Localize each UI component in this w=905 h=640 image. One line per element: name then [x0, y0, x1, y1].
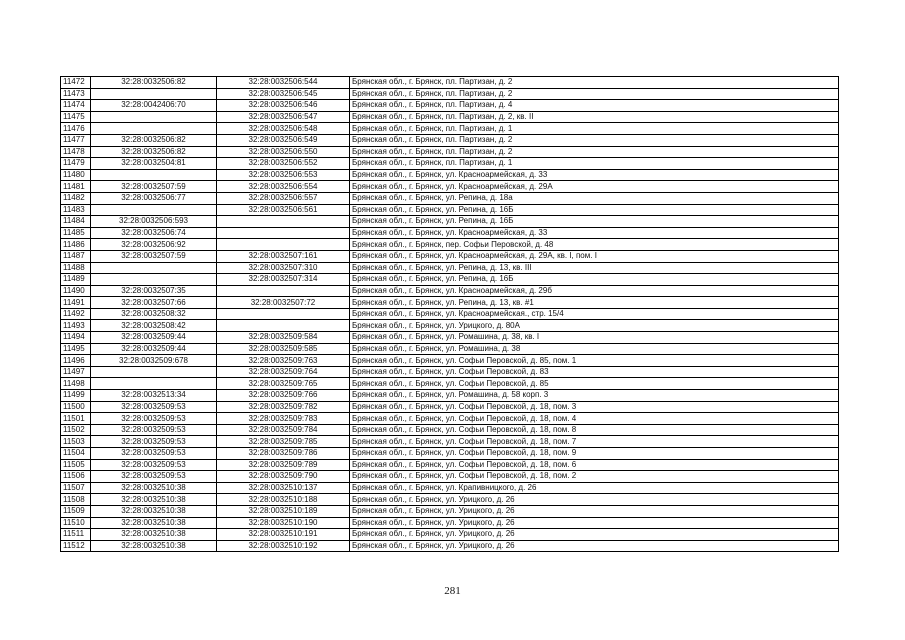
row-number-cell: 11485 [61, 227, 91, 239]
row-number-cell: 11512 [61, 540, 91, 552]
address-cell: Брянская обл., г. Брянск, ул. Софьи Перовской, д. 18, пом. 7 [350, 436, 839, 448]
parcel-cadastral-number-cell: 32:28:0032509:678 [91, 355, 217, 367]
table-row [61, 111, 839, 123]
object-cadastral-number-cell: 32:28:0032509:782 [217, 401, 350, 413]
parcel-cadastral-number-cell: 32:28:0032507:35 [91, 285, 217, 297]
address-cell: Брянская обл., г. Брянск, ул. Репина, д. 13, кв. III [350, 262, 839, 274]
address-cell: Брянская обл., г. Брянск, ул. Софьи Перовской, д. 18, пом. 3 [350, 401, 839, 413]
address-cell: Брянская обл., г. Брянск, пл. Партизан, д. 1 [350, 123, 839, 135]
row-number-cell: 11473 [61, 88, 91, 100]
table-row [61, 88, 839, 100]
object-cadastral-number-cell: 32:28:0032506:553 [217, 169, 350, 181]
parcel-cadastral-number-cell: 32:28:0032513:34 [91, 390, 217, 402]
table-row [61, 181, 839, 193]
object-cadastral-number-cell: 32:28:0032509:785 [217, 436, 350, 448]
row-number-cell: 11510 [61, 517, 91, 529]
object-cadastral-number-cell: 32:28:0032506:544 [217, 77, 350, 89]
parcel-cadastral-number-cell: 32:28:0032509:53 [91, 436, 217, 448]
table-row [61, 482, 839, 494]
row-number-cell: 11504 [61, 448, 91, 460]
object-cadastral-number-cell: 32:28:0032506:545 [217, 88, 350, 100]
row-number-cell: 11492 [61, 308, 91, 320]
table-row [61, 355, 839, 367]
row-number-cell: 11507 [61, 482, 91, 494]
parcel-cadastral-number-cell: 32:28:0032506:74 [91, 227, 217, 239]
table-row [61, 192, 839, 204]
table-row [61, 123, 839, 135]
parcel-cadastral-number-cell: 32:28:0032509:53 [91, 459, 217, 471]
table-row [61, 169, 839, 181]
parcel-cadastral-number-cell: 32:28:0032506:77 [91, 192, 217, 204]
table-row [61, 413, 839, 425]
parcel-cadastral-number-cell: 32:28:0032510:38 [91, 505, 217, 517]
table-row [61, 424, 839, 436]
object-cadastral-number-cell: 32:28:0032507:72 [217, 297, 350, 309]
address-cell: Брянская обл., г. Брянск, ул. Урицкого, д. 26 [350, 529, 839, 541]
parcel-cadastral-number-cell [91, 366, 217, 378]
parcel-cadastral-number-cell: 32:28:0032506:82 [91, 134, 217, 146]
object-cadastral-number-cell [217, 308, 350, 320]
table-row [61, 366, 839, 378]
row-number-cell: 11502 [61, 424, 91, 436]
parcel-cadastral-number-cell: 32:28:0032510:38 [91, 482, 217, 494]
object-cadastral-number-cell: 32:28:0032510:190 [217, 517, 350, 529]
object-cadastral-number-cell [217, 216, 350, 228]
parcel-cadastral-number-cell: 32:28:0032506:593 [91, 216, 217, 228]
table-row [61, 308, 839, 320]
address-cell: Брянская обл., г. Брянск, ул. Красноармейская, д. 29А, кв. I, пом. I [350, 250, 839, 262]
parcel-cadastral-number-cell: 32:28:0032507:59 [91, 250, 217, 262]
address-cell: Брянская обл., г. Брянск, ул. Урицкого, д. 80А [350, 320, 839, 332]
table-row [61, 134, 839, 146]
parcel-cadastral-number-cell: 32:28:0032506:82 [91, 77, 217, 89]
address-cell: Брянская обл., г. Брянск, ул. Урицкого, д. 26 [350, 505, 839, 517]
table-row [61, 401, 839, 413]
parcel-cadastral-number-cell: 32:28:0032509:44 [91, 332, 217, 344]
row-number-cell: 11508 [61, 494, 91, 506]
address-cell: Брянская обл., г. Брянск, ул. Репина, д. 16Б [350, 204, 839, 216]
table-row [61, 274, 839, 286]
registry-table [60, 76, 839, 552]
table-row [61, 494, 839, 506]
address-cell: Брянская обл., г. Брянск, ул. Репина, д. 16Б [350, 216, 839, 228]
object-cadastral-number-cell: 32:28:0032509:763 [217, 355, 350, 367]
object-cadastral-number-cell [217, 285, 350, 297]
object-cadastral-number-cell: 32:28:0032509:783 [217, 413, 350, 425]
row-number-cell: 11487 [61, 250, 91, 262]
table-row [61, 436, 839, 448]
registry-table-body [61, 77, 839, 552]
table-row [61, 505, 839, 517]
table-row [61, 378, 839, 390]
row-number-cell: 11503 [61, 436, 91, 448]
row-number-cell: 11472 [61, 77, 91, 89]
table-row [61, 297, 839, 309]
address-cell: Брянская обл., г. Брянск, ул. Репина, д. 13, кв. #1 [350, 297, 839, 309]
row-number-cell: 11486 [61, 239, 91, 251]
table-row [61, 216, 839, 228]
row-number-cell: 11506 [61, 471, 91, 483]
row-number-cell: 11484 [61, 216, 91, 228]
row-number-cell: 11509 [61, 505, 91, 517]
object-cadastral-number-cell: 32:28:0032510:188 [217, 494, 350, 506]
table-row [61, 332, 839, 344]
parcel-cadastral-number-cell: 32:28:0032509:53 [91, 448, 217, 460]
address-cell: Брянская обл., г. Брянск, ул. Красноармейская, д. 29А [350, 181, 839, 193]
row-number-cell: 11494 [61, 332, 91, 344]
parcel-cadastral-number-cell [91, 111, 217, 123]
object-cadastral-number-cell: 32:28:0032509:789 [217, 459, 350, 471]
row-number-cell: 11474 [61, 100, 91, 112]
parcel-cadastral-number-cell [91, 123, 217, 135]
address-cell: Брянская обл., г. Брянск, пл. Партизан, д. 2 [350, 146, 839, 158]
parcel-cadastral-number-cell: 32:28:0032510:38 [91, 529, 217, 541]
parcel-cadastral-number-cell: 32:28:0032507:66 [91, 297, 217, 309]
object-cadastral-number-cell [217, 227, 350, 239]
object-cadastral-number-cell: 32:28:0032509:766 [217, 390, 350, 402]
parcel-cadastral-number-cell: 32:28:0032508:42 [91, 320, 217, 332]
table-row [61, 320, 839, 332]
object-cadastral-number-cell: 32:28:0032507:161 [217, 250, 350, 262]
table-row [61, 250, 839, 262]
address-cell: Брянская обл., г. Брянск, ул. Красноармейская, д. 29б [350, 285, 839, 297]
address-cell: Брянская обл., г. Брянск, ул. Красноармейская, д. 33 [350, 169, 839, 181]
object-cadastral-number-cell [217, 320, 350, 332]
row-number-cell: 11491 [61, 297, 91, 309]
table-row [61, 517, 839, 529]
address-cell: Брянская обл., г. Брянск, ул. Урицкого, д. 26 [350, 494, 839, 506]
parcel-cadastral-number-cell: 32:28:0032510:38 [91, 517, 217, 529]
object-cadastral-number-cell: 32:28:0032507:310 [217, 262, 350, 274]
address-cell: Брянская обл., г. Брянск, ул. Софьи Перовской, д. 18, пом. 4 [350, 413, 839, 425]
object-cadastral-number-cell: 32:28:0032510:137 [217, 482, 350, 494]
row-number-cell: 11495 [61, 343, 91, 355]
row-number-cell: 11480 [61, 169, 91, 181]
row-number-cell: 11475 [61, 111, 91, 123]
table-row [61, 390, 839, 402]
row-number-cell: 11496 [61, 355, 91, 367]
address-cell: Брянская обл., г. Брянск, пер. Софьи Перовской, д. 48 [350, 239, 839, 251]
parcel-cadastral-number-cell [91, 204, 217, 216]
address-cell: Брянская обл., г. Брянск, пл. Партизан, д. 2 [350, 77, 839, 89]
object-cadastral-number-cell: 32:28:0032506:548 [217, 123, 350, 135]
address-cell: Брянская обл., г. Брянск, ул. Софьи Перовской, д. 85 [350, 378, 839, 390]
parcel-cadastral-number-cell: 32:28:0032509:53 [91, 401, 217, 413]
address-cell: Брянская обл., г. Брянск, ул. Софьи Перовской, д. 18, пом. 2 [350, 471, 839, 483]
parcel-cadastral-number-cell: 32:28:0032506:92 [91, 239, 217, 251]
row-number-cell: 11500 [61, 401, 91, 413]
parcel-cadastral-number-cell: 32:28:0032510:38 [91, 540, 217, 552]
address-cell: Брянская обл., г. Брянск, ул. Репина, д. 16Б [350, 274, 839, 286]
table-row [61, 77, 839, 89]
row-number-cell: 11499 [61, 390, 91, 402]
address-cell: Брянская обл., г. Брянск, ул. Софьи Перовской, д. 18, пом. 8 [350, 424, 839, 436]
row-number-cell: 11481 [61, 181, 91, 193]
parcel-cadastral-number-cell: 32:28:0032506:82 [91, 146, 217, 158]
table-row [61, 204, 839, 216]
address-cell: Брянская обл., г. Брянск, ул. Крапивницкого, д. 26 [350, 482, 839, 494]
address-cell: Брянская обл., г. Брянск, ул. Красноармейская., стр. 15/4 [350, 308, 839, 320]
parcel-cadastral-number-cell [91, 88, 217, 100]
table-row [61, 239, 839, 251]
table-row [61, 227, 839, 239]
parcel-cadastral-number-cell: 32:28:0032509:44 [91, 343, 217, 355]
table-row [61, 158, 839, 170]
table-row [61, 285, 839, 297]
parcel-cadastral-number-cell: 32:28:0032507:59 [91, 181, 217, 193]
address-cell: Брянская обл., г. Брянск, ул. Софьи Перовской, д. 83 [350, 366, 839, 378]
address-cell: Брянская обл., г. Брянск, пл. Партизан, д. 4 [350, 100, 839, 112]
parcel-cadastral-number-cell: 32:28:0032509:53 [91, 471, 217, 483]
address-cell: Брянская обл., г. Брянск, ул. Ромашина, д. 58 корп. 3 [350, 390, 839, 402]
object-cadastral-number-cell: 32:28:0032509:765 [217, 378, 350, 390]
parcel-cadastral-number-cell: 32:28:0042406:70 [91, 100, 217, 112]
object-cadastral-number-cell: 32:28:0032510:191 [217, 529, 350, 541]
parcel-cadastral-number-cell: 32:28:0032504:81 [91, 158, 217, 170]
address-cell: Брянская обл., г. Брянск, пл. Партизан, д. 2 [350, 88, 839, 100]
row-number-cell: 11479 [61, 158, 91, 170]
parcel-cadastral-number-cell [91, 262, 217, 274]
row-number-cell: 11493 [61, 320, 91, 332]
object-cadastral-number-cell: 32:28:0032506:547 [217, 111, 350, 123]
object-cadastral-number-cell: 32:28:0032509:764 [217, 366, 350, 378]
address-cell: Брянская обл., г. Брянск, ул. Ромашина, д. 38, кв. I [350, 332, 839, 344]
object-cadastral-number-cell [217, 239, 350, 251]
table-row [61, 540, 839, 552]
page-number: 281 [444, 585, 461, 597]
object-cadastral-number-cell: 32:28:0032506:546 [217, 100, 350, 112]
object-cadastral-number-cell: 32:28:0032509:790 [217, 471, 350, 483]
object-cadastral-number-cell: 32:28:0032509:786 [217, 448, 350, 460]
object-cadastral-number-cell: 32:28:0032506:550 [217, 146, 350, 158]
table-row [61, 471, 839, 483]
row-number-cell: 11497 [61, 366, 91, 378]
table-row [61, 529, 839, 541]
row-number-cell: 11476 [61, 123, 91, 135]
address-cell: Брянская обл., г. Брянск, пл. Партизан, д. 2, кв. II [350, 111, 839, 123]
row-number-cell: 11490 [61, 285, 91, 297]
address-cell: Брянская обл., г. Брянск, ул. Репина, д. 18а [350, 192, 839, 204]
address-cell: Брянская обл., г. Брянск, ул. Урицкого, д. 26 [350, 517, 839, 529]
address-cell: Брянская обл., г. Брянск, ул. Софьи Перовской, д. 85, пом. 1 [350, 355, 839, 367]
address-cell: Брянская обл., г. Брянск, ул. Красноармейская, д. 33 [350, 227, 839, 239]
row-number-cell: 11505 [61, 459, 91, 471]
object-cadastral-number-cell: 32:28:0032506:549 [217, 134, 350, 146]
row-number-cell: 11498 [61, 378, 91, 390]
table-row [61, 146, 839, 158]
address-cell: Брянская обл., г. Брянск, пл. Партизан, д. 2 [350, 134, 839, 146]
parcel-cadastral-number-cell [91, 274, 217, 286]
address-cell: Брянская обл., г. Брянск, ул. Софьи Перовской, д. 18, пом. 9 [350, 448, 839, 460]
row-number-cell: 11482 [61, 192, 91, 204]
row-number-cell: 11483 [61, 204, 91, 216]
row-number-cell: 11488 [61, 262, 91, 274]
parcel-cadastral-number-cell: 32:28:0032509:53 [91, 413, 217, 425]
address-cell: Брянская обл., г. Брянск, ул. Урицкого, д. 26 [350, 540, 839, 552]
row-number-cell: 11489 [61, 274, 91, 286]
parcel-cadastral-number-cell: 32:28:0032509:53 [91, 424, 217, 436]
address-cell: Брянская обл., г. Брянск, ул. Ромашина, д. 38 [350, 343, 839, 355]
row-number-cell: 11501 [61, 413, 91, 425]
address-cell: Брянская обл., г. Брянск, пл. Партизан, д. 1 [350, 158, 839, 170]
object-cadastral-number-cell: 32:28:0032506:561 [217, 204, 350, 216]
address-cell: Брянская обл., г. Брянск, ул. Софьи Перовской, д. 18, пом. 6 [350, 459, 839, 471]
object-cadastral-number-cell: 32:28:0032510:189 [217, 505, 350, 517]
parcel-cadastral-number-cell [91, 169, 217, 181]
object-cadastral-number-cell: 32:28:0032509:584 [217, 332, 350, 344]
object-cadastral-number-cell: 32:28:0032506:557 [217, 192, 350, 204]
table-row [61, 343, 839, 355]
table-row [61, 448, 839, 460]
row-number-cell: 11511 [61, 529, 91, 541]
object-cadastral-number-cell: 32:28:0032510:192 [217, 540, 350, 552]
object-cadastral-number-cell: 32:28:0032507:314 [217, 274, 350, 286]
object-cadastral-number-cell: 32:28:0032506:552 [217, 158, 350, 170]
object-cadastral-number-cell: 32:28:0032509:784 [217, 424, 350, 436]
parcel-cadastral-number-cell [91, 378, 217, 390]
table-row [61, 459, 839, 471]
table-row [61, 262, 839, 274]
table-row [61, 100, 839, 112]
parcel-cadastral-number-cell: 32:28:0032508:32 [91, 308, 217, 320]
parcel-cadastral-number-cell: 32:28:0032510:38 [91, 494, 217, 506]
row-number-cell: 11478 [61, 146, 91, 158]
row-number-cell: 11477 [61, 134, 91, 146]
object-cadastral-number-cell: 32:28:0032506:554 [217, 181, 350, 193]
object-cadastral-number-cell: 32:28:0032509:585 [217, 343, 350, 355]
